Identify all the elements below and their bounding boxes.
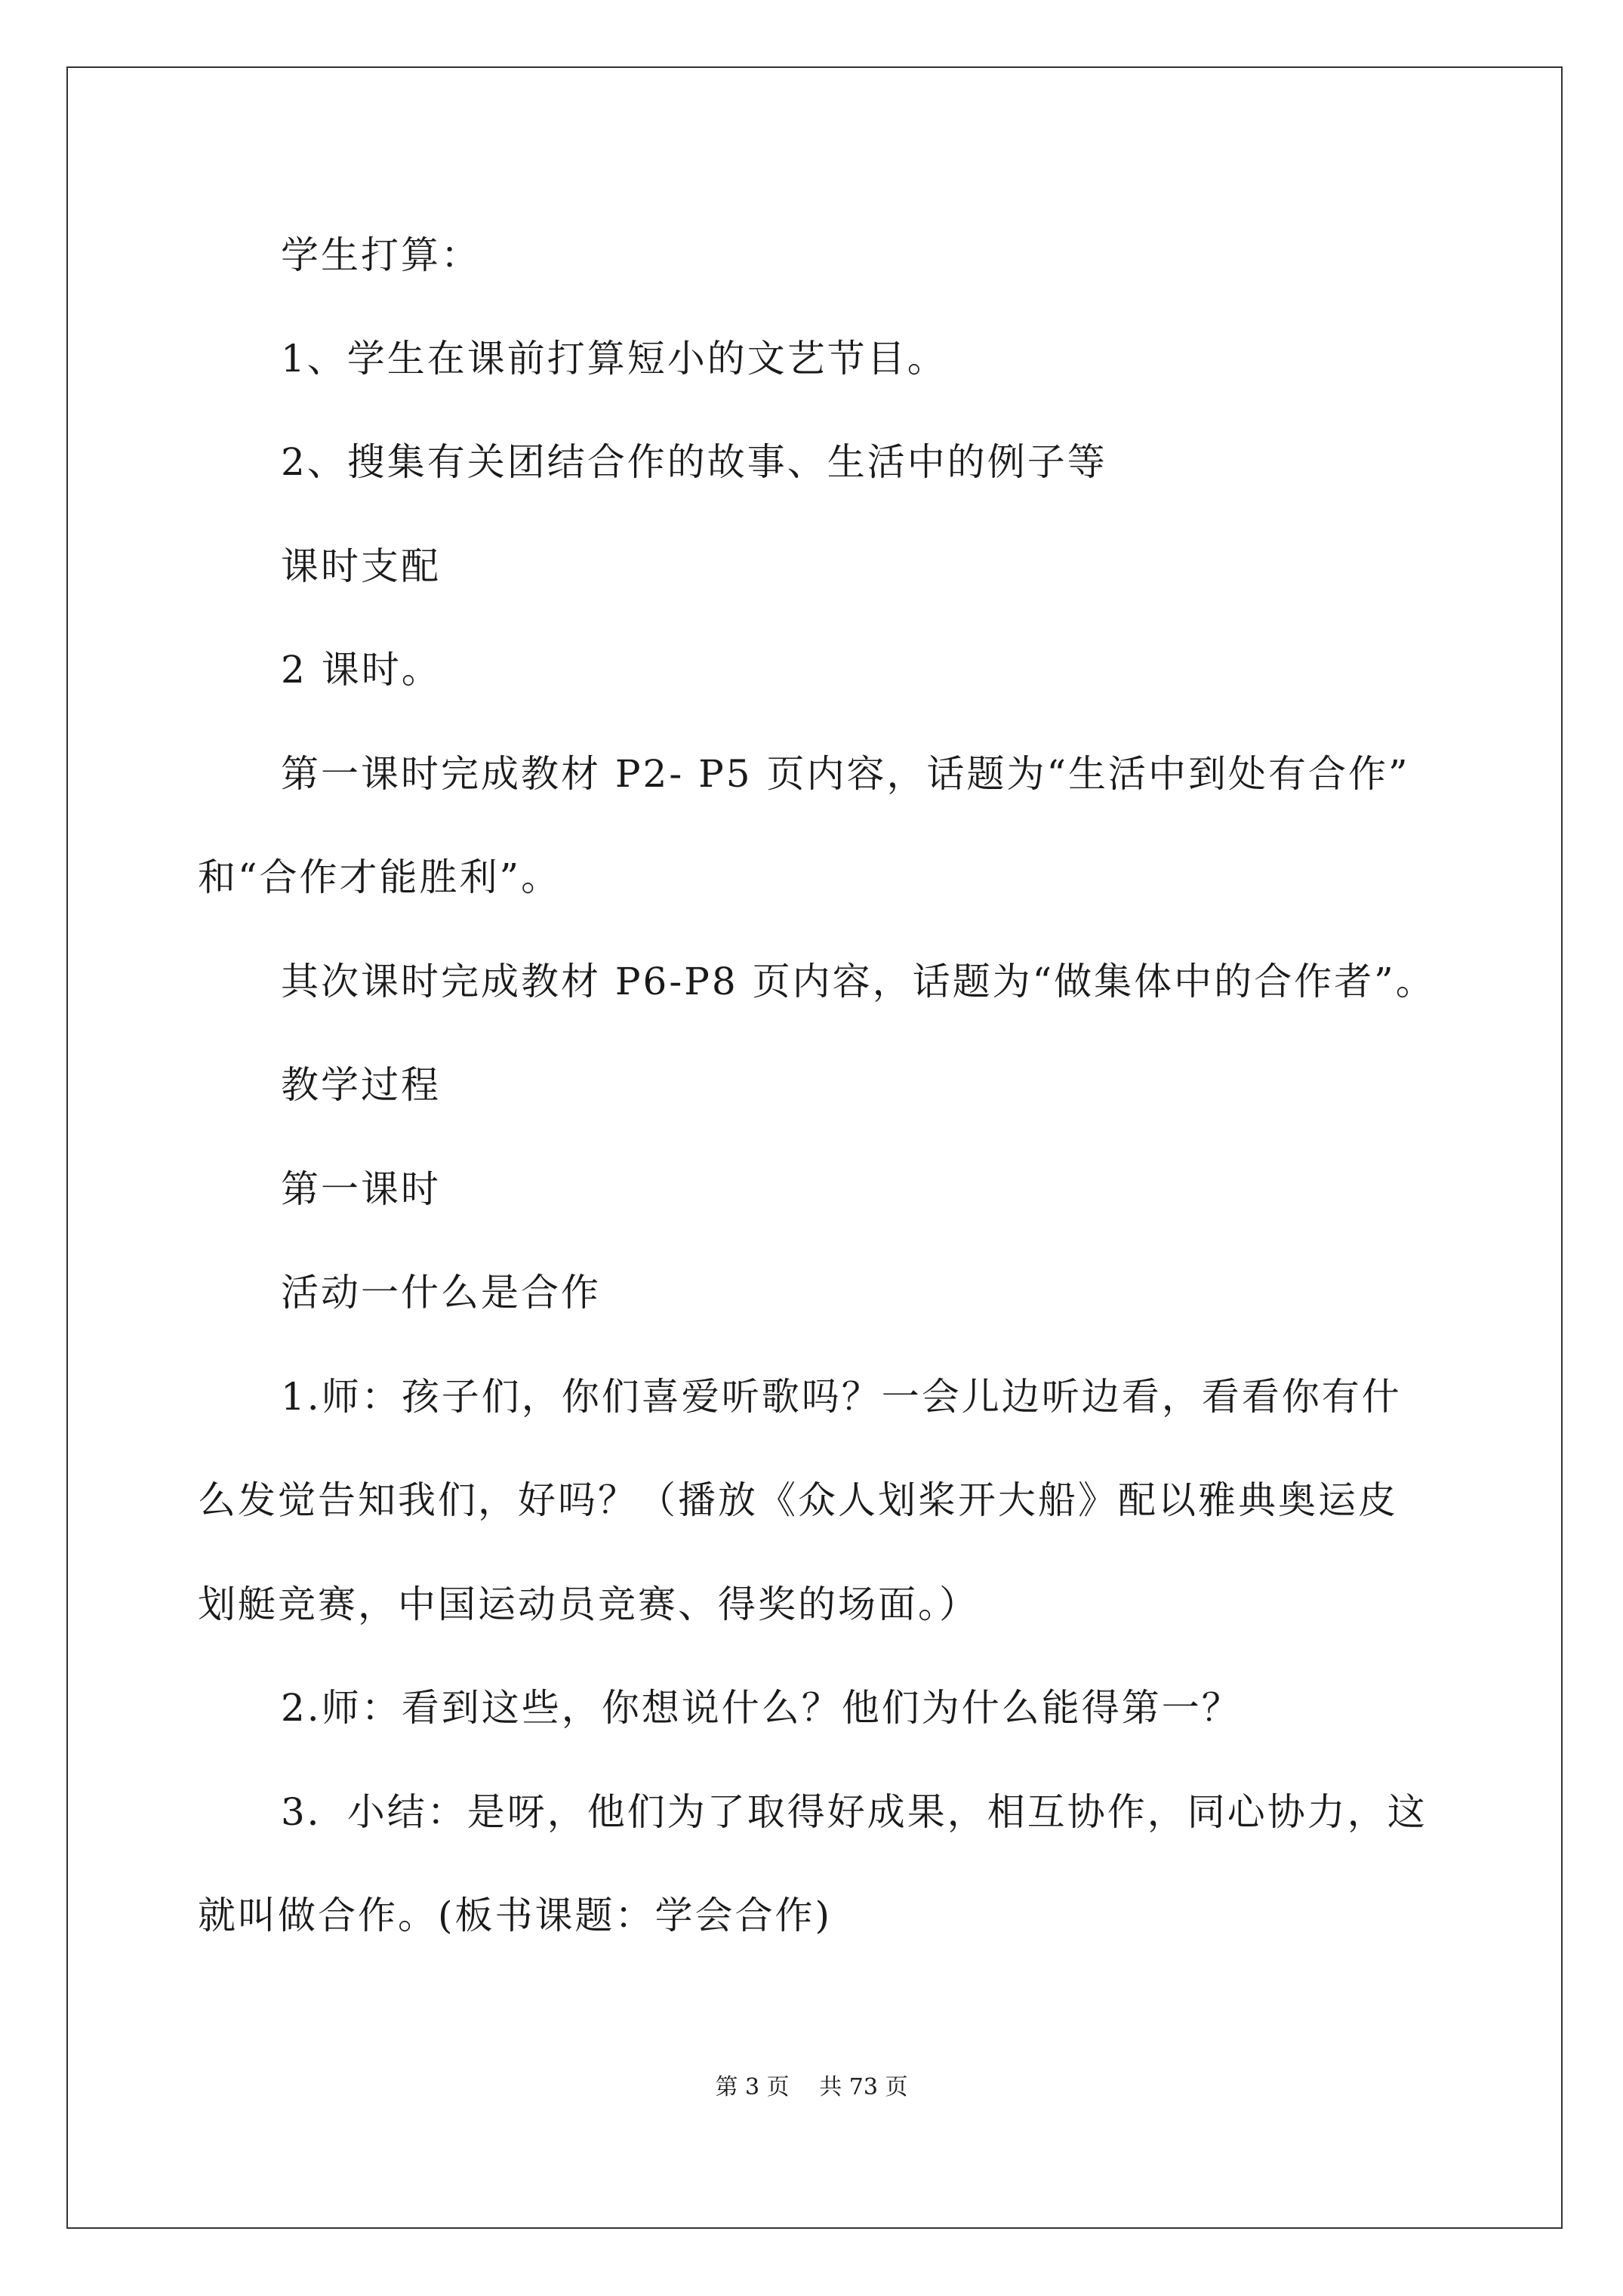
- text-line-second-lesson: 其次课时完成教材 P6-P8 页内容，话题为“做集体中的合作者”。: [281, 960, 1436, 1003]
- text-line-summary-3-cont: 就叫做合作。(板书课题：学会合作): [198, 1894, 833, 1937]
- page-number-footer: 第 3 页 共 73 页: [715, 2074, 908, 2100]
- text-line-schedule-hours: 2 课时。: [281, 648, 442, 692]
- text-line-schedule-heading: 课时支配: [281, 544, 441, 588]
- text-line-teacher-1-cont-a: 么发觉告知我们，好吗？（播放《众人划桨开大船》配以雅典奥运皮: [198, 1478, 1398, 1522]
- text-line-summary-3: 3．小结：是呀，他们为了取得好成果，相互协作，同心协力，这: [281, 1790, 1427, 1834]
- text-line-first-lesson-cont: 和“合作才能胜利”。: [198, 855, 562, 899]
- text-line-prep-item-1: 1、学生在课前打算短小的文艺节目。: [281, 337, 947, 381]
- text-line-lesson-one-heading: 第一课时: [281, 1167, 441, 1211]
- text-line-process-heading: 教学过程: [281, 1063, 441, 1107]
- text-line-activity-one: 活动一什么是合作: [281, 1271, 601, 1314]
- text-line-teacher-1-cont-b: 划艇竞赛，中国运动员竞赛、得奖的场面。）: [198, 1583, 979, 1626]
- text-line-student-prep-heading: 学生打算：: [281, 233, 481, 277]
- text-line-teacher-2: 2.师：看到这些，你想说什么？他们为什么能得第一？: [281, 1686, 1242, 1730]
- text-line-teacher-1: 1.师：孩子们，你们喜爱听歌吗？一会儿边听边看，看看你有什: [281, 1375, 1402, 1419]
- text-line-prep-item-2: 2、搜集有关团结合作的故事、生活中的例子等: [281, 440, 1107, 484]
- text-line-first-lesson: 第一课时完成教材 P2- P5 页内容，话题为“生活中到处有合作”: [281, 752, 1410, 796]
